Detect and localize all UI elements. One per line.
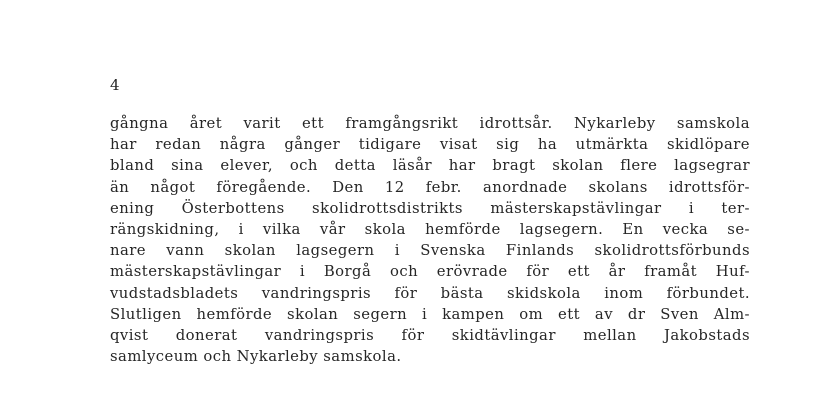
page-number: 4 bbox=[110, 76, 120, 94]
text-line: samlyceum och Nykarleby samskola. bbox=[110, 348, 402, 366]
text-line: rängskidning, i vilka vår skola hemförde lagsegern. En vecka se- bbox=[110, 220, 750, 238]
text-line: mästerskapstävlingar i Borgå och erövrade för ett år framåt Huf- bbox=[110, 263, 750, 281]
text-line: vudstadsbladets vandringspris för bästa skidskola inom förbundet. bbox=[110, 284, 750, 302]
text-line: ening Österbottens skolidrottsdistrikts mästerskapstävlingar i ter- bbox=[110, 199, 750, 217]
text-line: har redan några gånger tidigare visat sig ha utmärkta skidlöpare bbox=[110, 136, 750, 154]
text-line: qvist donerat vandringspris för skidtävlingar mellan Jakobstads bbox=[110, 326, 750, 344]
text-line: bland sina elever, och detta läsår har bragt skolan flere lagsegrar bbox=[110, 157, 750, 175]
text-line: gångna året varit ett framgångsrikt idrottsår. Nykarleby samskola bbox=[110, 115, 750, 132]
text-line: än något föregående. Den 12 febr. anordnade skolans idrottsför- bbox=[110, 178, 750, 196]
body-paragraph bbox=[110, 113, 750, 367]
text-line: nare vann skolan lagsegern i Svenska Finlands skolidrottsförbunds bbox=[110, 242, 750, 260]
text-line: Slutligen hemförde skolan segern i kampen om ett av dr Sven Alm- bbox=[110, 305, 750, 323]
